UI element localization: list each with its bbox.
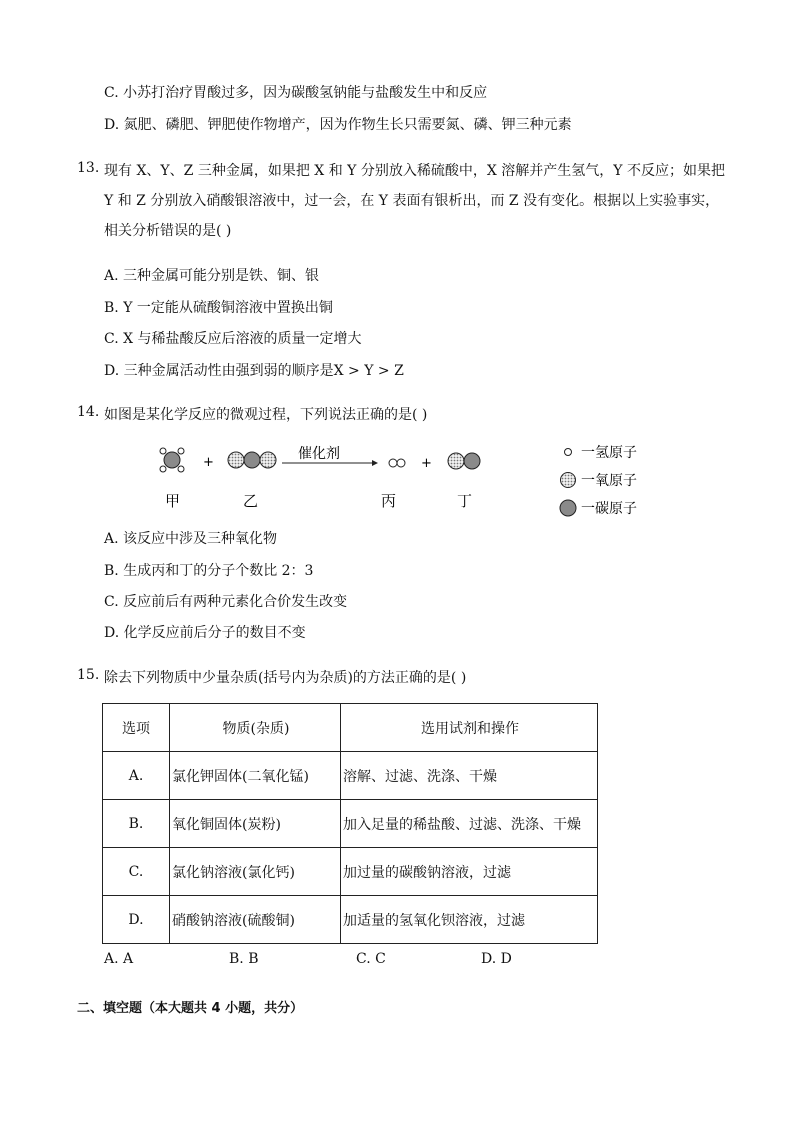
- molecule-bing-h2: [389, 459, 405, 467]
- row-a-method: 溶解、过滤、洗涤、干燥: [341, 752, 598, 800]
- row-b-option: B.: [103, 800, 170, 848]
- q12-option-c: C. 小苏打治疗胃酸过多，因为碳酸氢钠能与盐酸发生中和反应: [104, 85, 488, 101]
- header-method: 选用试剂和操作: [341, 704, 598, 752]
- q15-answer-b: B. B: [229, 951, 259, 967]
- reaction-diagram: [150, 438, 650, 524]
- row-b-substance: 氧化铜固体(炭粉): [170, 800, 341, 848]
- q13-stem-line1: 现有 X、Y、Z 三种金属，如果把 X 和 Y 分别放入稀硫酸中，X 溶解并产生氢气，Y 不反应；如果把: [104, 163, 725, 179]
- q15-answer-c: C. C: [356, 951, 386, 967]
- legend-carbon-icon: [560, 500, 576, 516]
- q14-number: 14.: [77, 404, 100, 420]
- table-header-row: [103, 704, 598, 752]
- molecule-yi-co2: [228, 452, 276, 468]
- table-row: [103, 848, 598, 896]
- header-substance: 物质(杂质): [170, 704, 341, 752]
- row-d-method: 加适量的氢氧化钡溶液，过滤: [341, 896, 598, 944]
- header-option: 选项: [103, 704, 170, 752]
- row-a-substance: 氯化钾固体(二氧化锰): [170, 752, 341, 800]
- label-ding: 丁: [457, 492, 473, 510]
- q13-option-c: C. X 与稀盐酸反应后溶液的质量一定增大: [104, 331, 362, 347]
- q15-answer-a: A. A: [104, 951, 134, 967]
- section-heading: 二、填空题（本大题共 4 小题，共分）: [77, 1001, 304, 1016]
- table-row: [103, 800, 598, 848]
- table-row: [103, 896, 598, 944]
- plus-sign-1: +: [203, 455, 214, 470]
- label-yi: 乙: [243, 492, 259, 510]
- reaction-arrow-head: [372, 460, 378, 466]
- q13-option-b: B. Y 一定能从硫酸铜溶液中置换出铜: [104, 300, 333, 316]
- molecule-jia-methane: [160, 448, 184, 472]
- q15-answer-d: D. D: [481, 951, 512, 967]
- q14-option-a: A. 该反应中涉及三种氧化物: [104, 531, 278, 547]
- label-jia: 甲: [165, 492, 181, 510]
- row-c-substance: 氯化钠溶液(氯化钙): [170, 848, 341, 896]
- legend-oxygen: 一氧原子: [581, 473, 637, 489]
- q13-stem-line2: Y 和 Z 分别放入硝酸银溶液中，过一会，在 Y 表面有银析出，而 Z 没有变化。根据以上实验事实，: [104, 193, 720, 209]
- q13-option-d: D. 三种金属活动性由强到弱的顺序是X > Y > Z: [104, 363, 404, 379]
- legend-carbon: 一碳原子: [581, 501, 637, 517]
- catalyst-label: 催化剂: [298, 446, 340, 462]
- molecule-ding-co: [448, 453, 480, 469]
- q15-stem: 除去下列物质中少量杂质(括号内为杂质)的方法正确的是( ): [104, 670, 467, 686]
- legend-hydrogen: 一氢原子: [581, 445, 637, 461]
- q14-stem: 如图是某化学反应的微观过程，下列说法正确的是( ): [104, 407, 428, 423]
- q14-option-c: C. 反应前后有两种元素化合价发生改变: [104, 594, 348, 610]
- row-c-option: C.: [103, 848, 170, 896]
- legend-hydrogen-icon: [565, 449, 572, 456]
- q13-option-a: A. 三种金属可能分别是铁、铜、银: [104, 268, 320, 284]
- q14-option-d: D. 化学反应前后分子的数目不变: [104, 625, 306, 641]
- legend-oxygen-icon: [561, 473, 576, 488]
- row-b-method: 加入足量的稀盐酸、过滤、洗涤、干燥: [341, 800, 598, 848]
- label-bing: 丙: [381, 492, 397, 510]
- q12-option-d: D. 氮肥、磷肥、钾肥使作物增产，因为作物生长只需要氮、磷、钾三种元素: [104, 117, 572, 133]
- row-d-substance: 硝酸钠溶液(硫酸铜): [170, 896, 341, 944]
- row-a-option: A.: [103, 752, 170, 800]
- q15-table: [102, 703, 598, 944]
- q15-number: 15.: [77, 667, 100, 683]
- table-row: [103, 752, 598, 800]
- plus-sign-2: +: [421, 456, 432, 471]
- row-d-option: D.: [103, 896, 170, 944]
- q13-stem-line3: 相关分析错误的是( ): [104, 223, 232, 239]
- row-c-method: 加过量的碳酸钠溶液，过滤: [341, 848, 598, 896]
- q14-option-b: B. 生成丙和丁的分子个数比 2：3: [104, 563, 314, 579]
- q13-number: 13.: [77, 160, 100, 176]
